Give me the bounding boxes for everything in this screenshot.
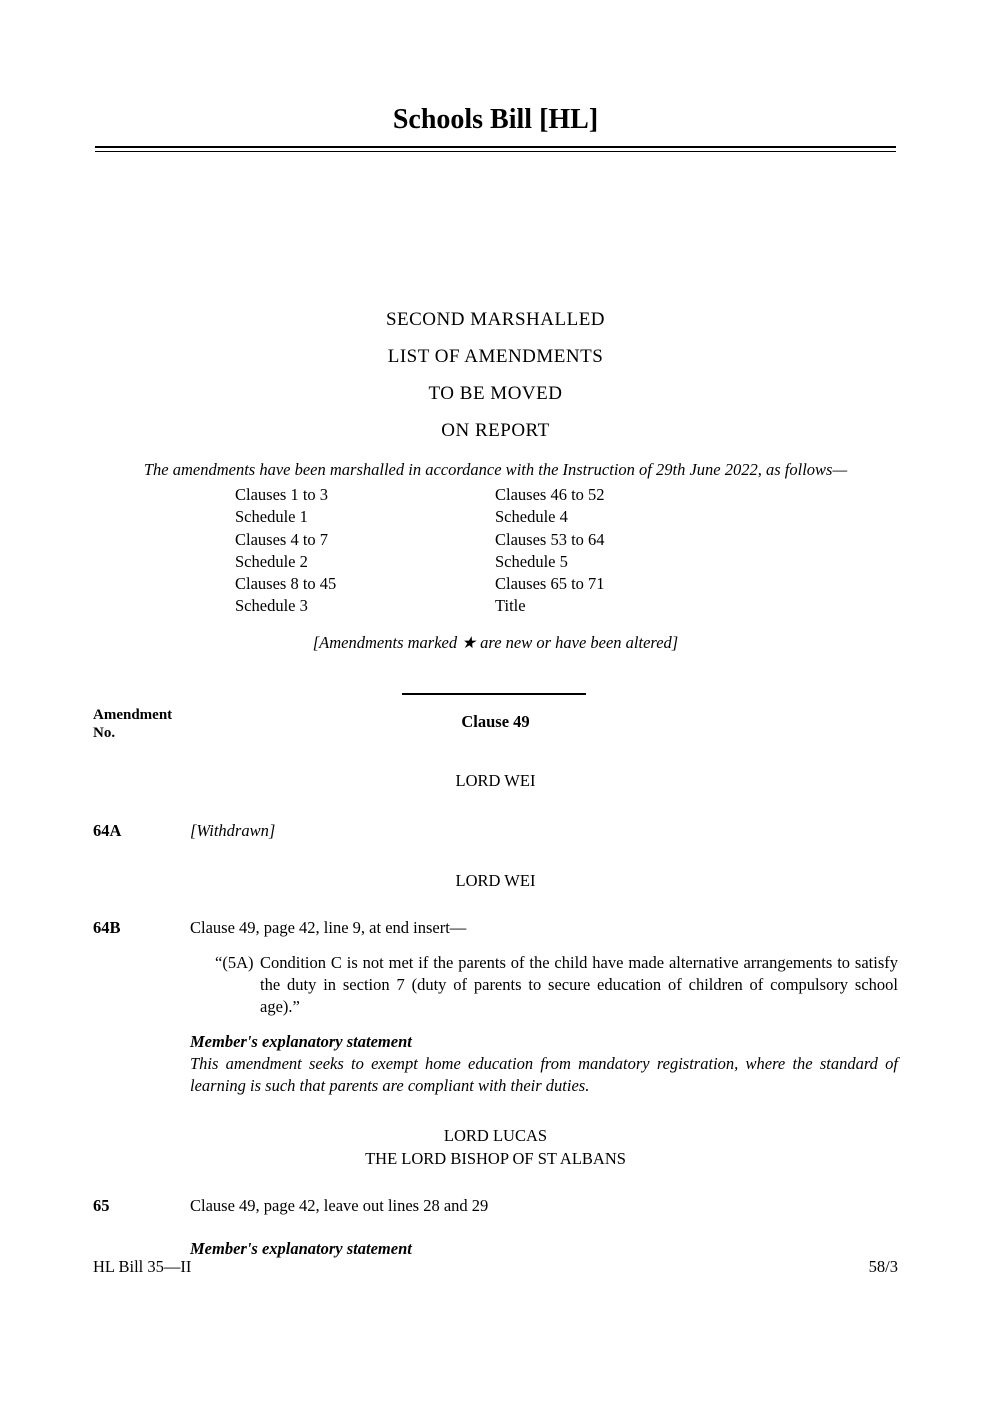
- order-item: Clauses 65 to 71: [495, 574, 605, 594]
- section-divider-rule: [402, 693, 586, 695]
- order-item: Clauses 1 to 3: [235, 485, 329, 504]
- explanatory-statement-text: This amendment seeks to exempt home education from mandatory registration, where the standard of learning is such that parents are compliant with their duties.: [190, 1054, 898, 1095]
- heading-line-2: LIST OF AMENDMENTS: [387, 346, 604, 367]
- amendment-instruction: Clause 49, page 42, line 9, at end insert—: [190, 918, 467, 937]
- amendment-no-label-line2: No.: [93, 725, 116, 741]
- sponsor-64A: LORD WEI: [455, 771, 536, 790]
- amendment-64B-quote: [215, 952, 898, 1018]
- explanatory-statement-label: Member's explanatory statement: [190, 1032, 412, 1051]
- order-item: Title: [495, 596, 526, 616]
- amendment-64A: [93, 821, 898, 841]
- order-item: Schedule 3: [235, 596, 308, 616]
- quote-text: Condition C is not met if the parents of the child have made alternative arrangements to satisfy the duty in section 7 (duty of parents to secure education of children of compulsory school age).”: [260, 953, 898, 1016]
- marshalling-order-left-column: [235, 484, 495, 618]
- marshalled-list-heading: [0, 301, 991, 449]
- amendment-65-explanatory: [190, 1238, 898, 1260]
- heading-line-1: SECOND MARSHALLED: [385, 309, 606, 330]
- heading-line-4: ON REPORT: [441, 420, 550, 441]
- amendment-body: [Withdrawn]: [190, 821, 276, 840]
- amendment-64B-explanatory: [190, 1031, 898, 1097]
- title-rule: [95, 146, 896, 152]
- bill-reference: HL Bill 35—II: [93, 1257, 192, 1276]
- amendment-number: 64A: [93, 821, 122, 840]
- marshalling-note: The amendments have been marshalled in accordance with the Instruction of 29th June 2022, as follows—: [143, 460, 848, 479]
- sheet-number: 58/3: [868, 1257, 898, 1276]
- marshalling-order-right-column: [495, 484, 755, 618]
- sponsor-65-line1: LORD LUCAS: [443, 1126, 548, 1145]
- quote-subsection-label: “(5A): [215, 953, 254, 972]
- amendment-no-label-line1: Amendment: [93, 707, 173, 723]
- sponsor-65-line2: THE LORD BISHOP OF ST ALBANS: [365, 1149, 626, 1168]
- sponsor-64B: LORD WEI: [455, 871, 536, 890]
- order-item: Schedule 5: [495, 551, 568, 571]
- marshalling-order: [235, 484, 755, 618]
- amendment-65: [93, 1196, 898, 1216]
- heading-line-3: TO BE MOVED: [428, 383, 563, 404]
- order-item: Schedule 4: [495, 507, 568, 527]
- clause-heading: Clause 49: [461, 712, 530, 731]
- order-item: Clauses 8 to 45: [235, 574, 337, 594]
- order-item: Clauses 53 to 64: [495, 529, 605, 549]
- explanatory-statement-label: Member's explanatory statement: [190, 1239, 412, 1258]
- star-note: [Amendments marked ★ are new or have been altered]: [312, 633, 679, 652]
- order-item: Schedule 2: [235, 551, 308, 571]
- amendment-instruction: Clause 49, page 42, leave out lines 28 and 29: [190, 1196, 489, 1215]
- bill-title: Schools Bill [HL]: [392, 104, 599, 135]
- amendment-number: 64B: [93, 918, 121, 937]
- order-item: Clauses 4 to 7: [235, 529, 329, 549]
- amendment-64B: [93, 918, 898, 938]
- order-item: Schedule 1: [235, 507, 308, 527]
- amendment-number: 65: [93, 1196, 110, 1215]
- sponsors-65: [0, 1124, 991, 1170]
- order-item: Clauses 46 to 52: [495, 485, 605, 504]
